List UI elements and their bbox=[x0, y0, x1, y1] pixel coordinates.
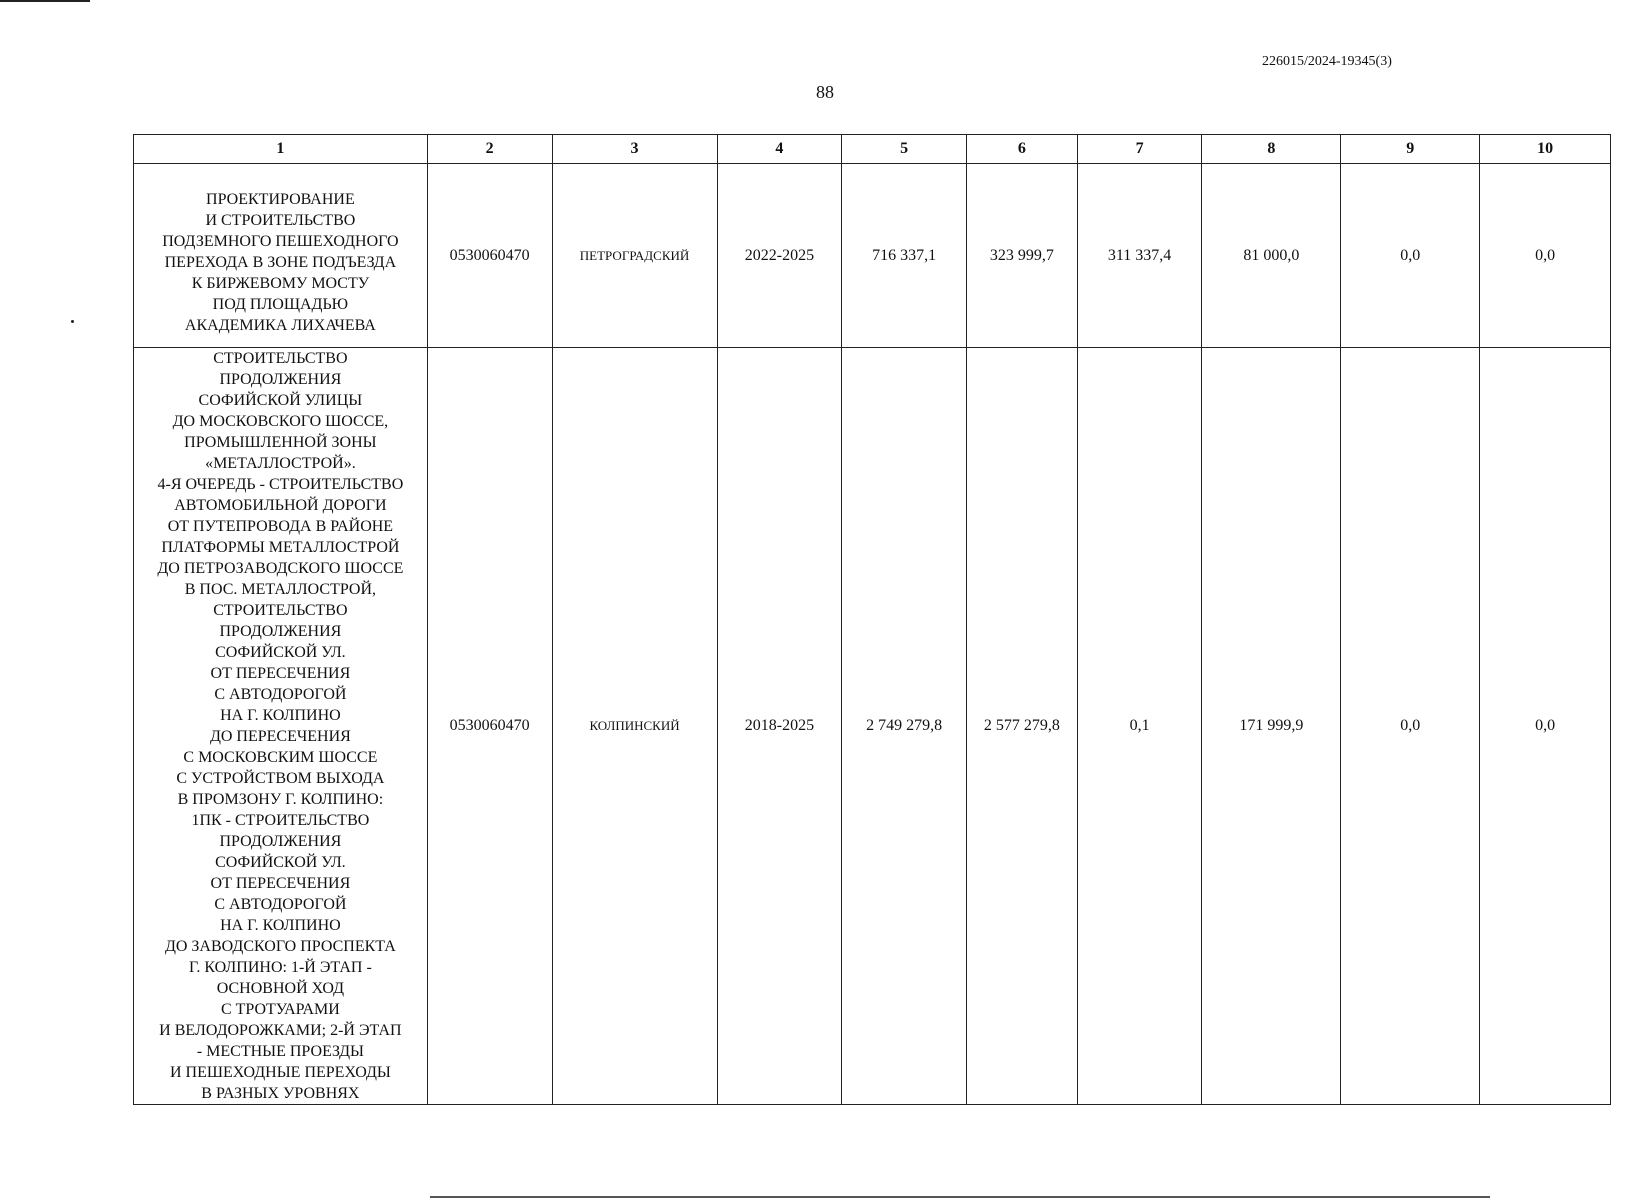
object-name-line: СОФИЙСКОЙ УЛ. bbox=[215, 644, 346, 661]
table-row bbox=[134, 164, 1611, 348]
object-name-line: СОФИЙСКОЙ УЛИЦЫ bbox=[198, 392, 363, 409]
object-name-line: ПОДЗЕМНОГО ПЕШЕХОДНОГО bbox=[162, 233, 399, 250]
object-name-line: ПРОДОЛЖЕНИЯ bbox=[219, 833, 342, 850]
column-header: 9 bbox=[1341, 135, 1480, 164]
object-name-line: ОТ ПЕРЕСЕЧЕНИЯ bbox=[210, 665, 351, 682]
value-cell-col7: 0,1 bbox=[1077, 348, 1202, 1105]
object-name-line: ПРОМЫШЛЕННОЙ ЗОНЫ bbox=[184, 434, 377, 451]
object-name-line: АКАДЕМИКА ЛИХАЧЕВА bbox=[184, 317, 376, 334]
object-name-line: ПОД ПЛОЩАДЬЮ bbox=[212, 296, 349, 313]
data-table bbox=[133, 134, 1611, 1105]
object-name-line: ДО ЗАВОДСКОГО ПРОСПЕКТА bbox=[164, 938, 396, 955]
column-header: 2 bbox=[427, 135, 552, 164]
value-cell-col8: 81 000,0 bbox=[1202, 164, 1341, 348]
district-cell: ПЕТРОГРАДСКИЙ bbox=[552, 164, 717, 348]
object-name-line: ПЕРЕХОДА В ЗОНЕ ПОДЪЕЗДА bbox=[164, 254, 397, 271]
object-name-line: ОСНОВНОЙ ХОД bbox=[216, 980, 345, 997]
value-cell-col5: 2 749 279,8 bbox=[842, 348, 967, 1105]
value-cell-col10: 0,0 bbox=[1480, 164, 1611, 348]
object-name-line: ДО МОСКОВСКОГО ШОССЕ, bbox=[172, 413, 389, 430]
value-cell-col8: 171 999,9 bbox=[1202, 348, 1341, 1105]
object-name-line: ПЛАТФОРМЫ МЕТАЛЛОСТРОЙ bbox=[161, 539, 400, 556]
object-name-line: И ВЕЛОДОРОЖКАМИ; 2-Й ЭТАП bbox=[159, 1022, 402, 1039]
object-name-line: НА Г. КОЛПИНО bbox=[220, 917, 341, 934]
table-row bbox=[134, 348, 1611, 1105]
value-cell-col10: 0,0 bbox=[1480, 348, 1611, 1105]
column-header: 8 bbox=[1202, 135, 1341, 164]
object-name-line: - МЕСТНЫЕ ПРОЕЗДЫ bbox=[196, 1043, 364, 1060]
scan-artifact-dot bbox=[71, 320, 74, 323]
object-name-cell bbox=[134, 348, 428, 1105]
object-name-line: С УСТРОЙСТВОМ ВЫХОДА bbox=[176, 770, 385, 787]
object-name-line: И СТРОИТЕЛЬСТВО bbox=[205, 212, 356, 229]
object-name-line: СТРОИТЕЛЬСТВО bbox=[213, 350, 348, 367]
object-name-line: И ПЕШЕХОДНЫЕ ПЕРЕХОДЫ bbox=[169, 1064, 391, 1081]
column-header: 3 bbox=[552, 135, 717, 164]
object-name-line: ОТ ПУТЕПРОВОДА В РАЙОНЕ bbox=[167, 518, 394, 535]
column-header: 4 bbox=[717, 135, 842, 164]
value-cell-col5: 716 337,1 bbox=[842, 164, 967, 348]
code-cell: 0530060470 bbox=[427, 348, 552, 1105]
object-name-line: В ПОС. МЕТАЛЛОСТРОЙ, bbox=[184, 581, 377, 598]
object-name-line: 1ПК - СТРОИТЕЛЬСТВО bbox=[191, 812, 370, 829]
object-name-line: «МЕТАЛЛОСТРОЙ». bbox=[205, 455, 356, 472]
object-name-line: ПРОЕКТИРОВАНИЕ bbox=[206, 191, 355, 208]
object-name-line: СТРОИТЕЛЬСТВО bbox=[213, 602, 348, 619]
object-name-line: АВТОМОБИЛЬНОЙ ДОРОГИ bbox=[174, 497, 387, 514]
years-cell: 2018-2025 bbox=[717, 348, 842, 1105]
object-name-line: Г. КОЛПИНО: 1-Й ЭТАП - bbox=[188, 959, 372, 976]
object-name-line: НА Г. КОЛПИНО bbox=[220, 707, 341, 724]
value-cell-col9: 0,0 bbox=[1341, 164, 1480, 348]
page-number: 88 bbox=[816, 82, 834, 102]
column-header: 6 bbox=[967, 135, 1078, 164]
years-cell: 2022-2025 bbox=[717, 164, 842, 348]
value-cell-col6: 323 999,7 bbox=[967, 164, 1078, 348]
scan-artifact-top-line bbox=[0, 0, 90, 2]
object-name-line: 4-Я ОЧЕРЕДЬ - СТРОИТЕЛЬСТВО bbox=[157, 476, 404, 493]
object-name-line: С МОСКОВСКИМ ШОССЕ bbox=[183, 749, 378, 766]
object-name-line: ДО ПЕТРОЗАВОДСКОГО ШОССЕ bbox=[157, 560, 404, 577]
object-name-line: ДО ПЕРЕСЕЧЕНИЯ bbox=[209, 728, 351, 745]
column-header: 7 bbox=[1077, 135, 1202, 164]
value-cell-col6: 2 577 279,8 bbox=[967, 348, 1078, 1105]
code-cell: 0530060470 bbox=[427, 164, 552, 348]
district-cell: КОЛПИНСКИЙ bbox=[552, 348, 717, 1105]
column-header: 1 bbox=[134, 135, 428, 164]
object-name-line: ОТ ПЕРЕСЕЧЕНИЯ bbox=[210, 875, 351, 892]
value-cell-col7: 311 337,4 bbox=[1077, 164, 1202, 348]
object-name-line: С АВТОДОРОГОЙ bbox=[214, 896, 347, 913]
document-number: 226015/2024-19345(3) bbox=[1262, 54, 1392, 69]
value-cell-col9: 0,0 bbox=[1341, 348, 1480, 1105]
object-name-line: ПРОДОЛЖЕНИЯ bbox=[219, 623, 342, 640]
object-name-line: В РАЗНЫХ УРОВНЯХ bbox=[201, 1085, 360, 1102]
object-name-line: ПРОДОЛЖЕНИЯ bbox=[219, 371, 342, 388]
column-header: 10 bbox=[1480, 135, 1611, 164]
column-header: 5 bbox=[842, 135, 967, 164]
object-name-line: С АВТОДОРОГОЙ bbox=[214, 686, 347, 703]
scan-artifact-bottom-line bbox=[430, 1196, 1490, 1198]
object-name-line: С ТРОТУАРАМИ bbox=[220, 1001, 340, 1018]
table-header-row bbox=[134, 135, 1611, 164]
object-name-line: В ПРОМЗОНУ Г. КОЛПИНО: bbox=[177, 791, 384, 808]
object-name-cell bbox=[134, 164, 428, 348]
object-name-line: К БИРЖЕВОМУ МОСТУ bbox=[191, 275, 370, 292]
object-name-line: СОФИЙСКОЙ УЛ. bbox=[215, 854, 346, 871]
